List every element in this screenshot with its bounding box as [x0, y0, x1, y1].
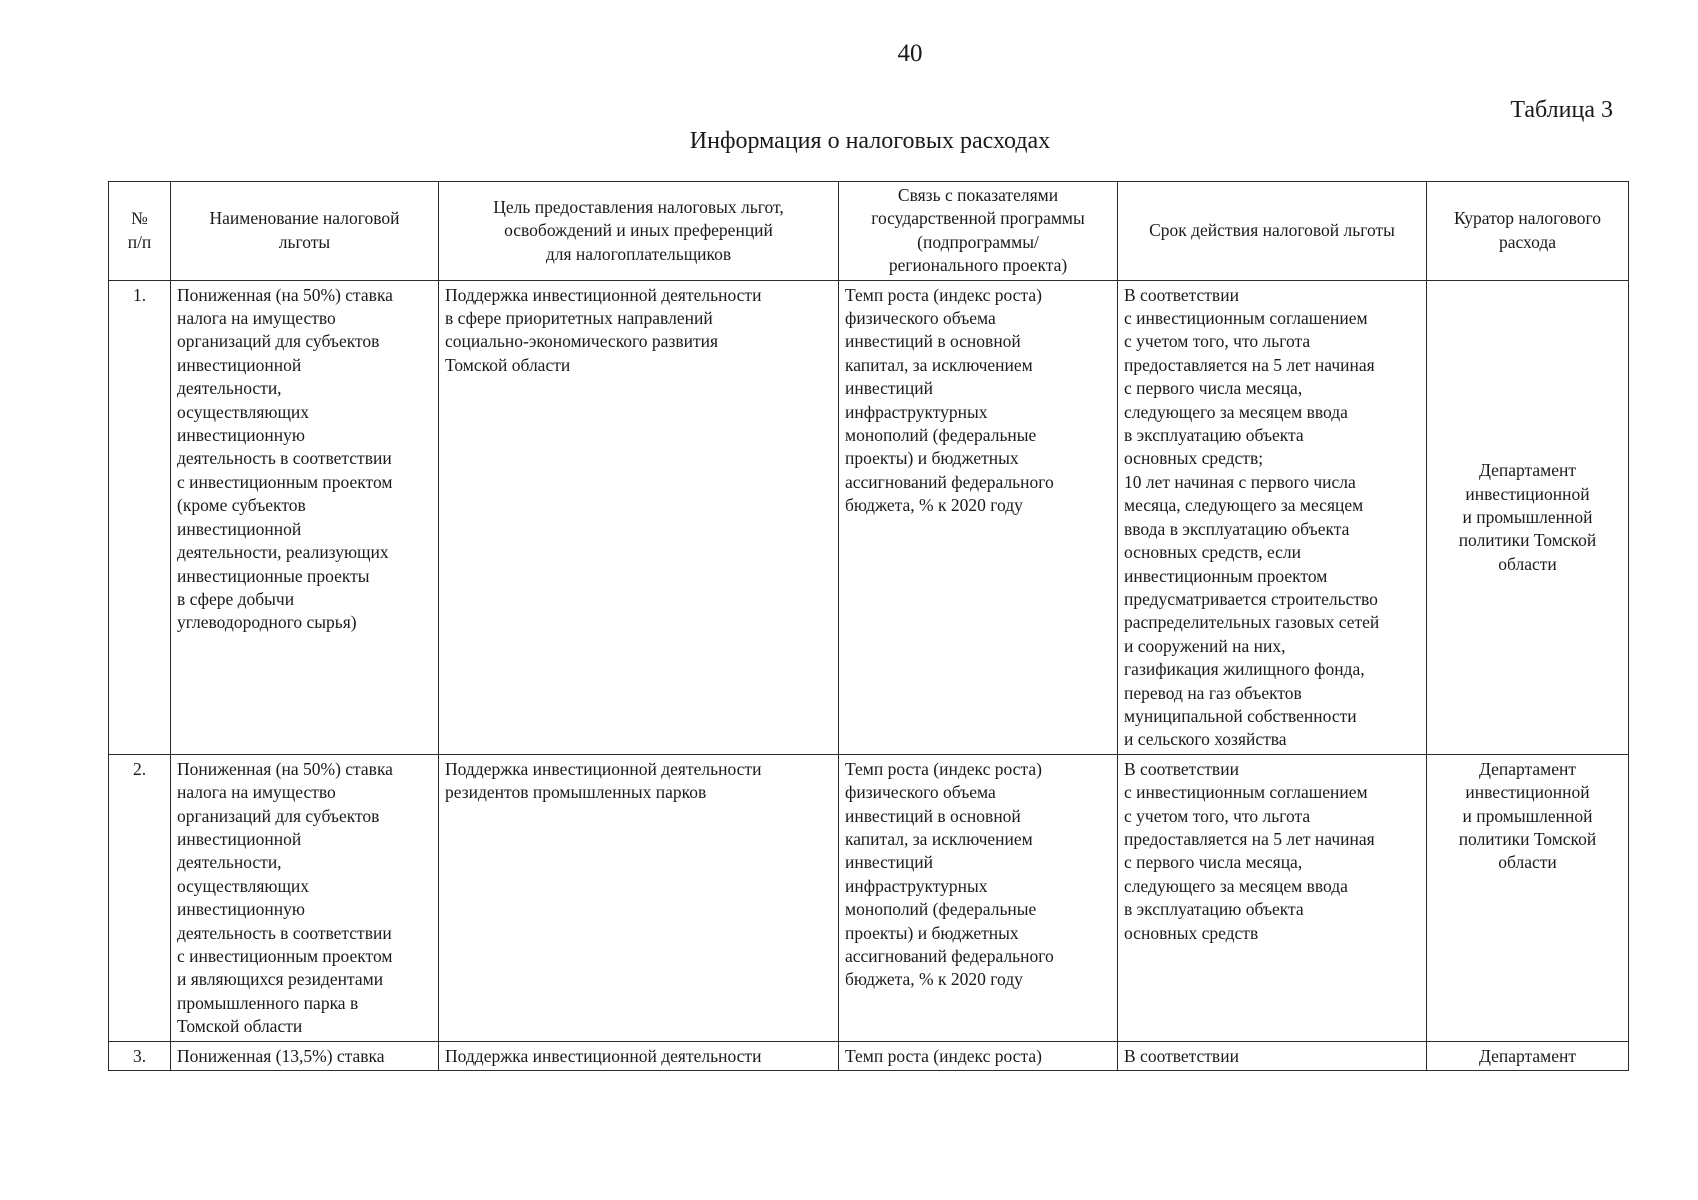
term-cell: В соответствии с инвестиционным соглашением с учетом того, что льгота предоставляется на 5 лет начиная с первого числа месяца, следующего за месяцем ввода в эксплуатацию объекта основных средств [1118, 754, 1427, 1041]
header-term: Срок действия налоговой льготы [1118, 182, 1427, 281]
program-link-cell: Темп роста (индекс роста) физического объема инвестиций в основной капитал, за исключением инвестиций инфраструктурных монополий (федеральные проекты) и бюджетных ассигнований федерального бюджета, % к 2020 году [839, 280, 1118, 754]
term-cell: В соответствии [1118, 1041, 1427, 1070]
goal-cell: Поддержка инвестиционной деятельности резидентов промышленных парков [439, 754, 839, 1041]
header-number: № п/п [109, 182, 171, 281]
tax-expenditures-table [108, 181, 1629, 1071]
row-number: 2. [109, 754, 171, 1041]
term-cell: В соответствии с инвестиционным соглашением с учетом того, что льгота предоставляется на 5 лет начиная с первого числа месяца, следующего за месяцем ввода в эксплуатацию объекта основных средств; 10 лет начиная с первого числа месяца, следующего за месяцем ввода в эксплуатацию объекта основных средств, если инвестиционным проектом предусматривается строительство распределительных газовых сетей и сооружений на них, газификация жилищного фонда, перевод на газ объектов муниципальной собственности и сельского хозяйства [1118, 280, 1427, 754]
table-row [109, 280, 1629, 754]
benefit-name-cell: Пониженная (13,5%) ставка [171, 1041, 439, 1070]
page-number: 40 [897, 40, 923, 67]
curator-cell: Департамент инвестиционной и промышленной политики Томской области [1427, 754, 1629, 1041]
row-number: 3. [109, 1041, 171, 1070]
row-number: 1. [109, 280, 171, 754]
document-title: Информация о налоговых расходах [689, 128, 1051, 154]
table-header-row [109, 182, 1629, 281]
table-label: Таблица 3 [1510, 97, 1613, 123]
program-link-cell: Темп роста (индекс роста) физического объема инвестиций в основной капитал, за исключением инвестиций инфраструктурных монополий (федеральные проекты) и бюджетных ассигнований федерального бюджета, % к 2020 году [839, 754, 1118, 1041]
curator-cell: Департамент инвестиционной и промышленной политики Томской области [1427, 280, 1629, 754]
header-program-link: Связь с показателями государственной программы (подпрограммы/ регионального проекта) [839, 182, 1118, 281]
goal-cell: Поддержка инвестиционной деятельности [439, 1041, 839, 1070]
curator-cell: Департамент [1427, 1041, 1629, 1070]
table-row [109, 1041, 1629, 1070]
benefit-name-cell: Пониженная (на 50%) ставка налога на имущество организаций для субъектов инвестиционной деятельности, осуществляющих инвестиционную деятельность в соответствии с инвестиционным проектом (кроме субъектов инвестиционной деятельности, реализующих инвестиционные проекты в сфере добычи углеводородного сырья) [171, 280, 439, 754]
header-benefit-name: Наименование налоговой льготы [171, 182, 439, 281]
header-goal: Цель предоставления налоговых льгот, освобождений и иных преференций для налогоплательщиков [439, 182, 839, 281]
table-row [109, 754, 1629, 1041]
goal-cell: Поддержка инвестиционной деятельности в сфере приоритетных направлений социально-экономического развития Томской области [439, 280, 839, 754]
header-curator: Куратор налогового расхода [1427, 182, 1629, 281]
program-link-cell: Темп роста (индекс роста) [839, 1041, 1118, 1070]
benefit-name-cell: Пониженная (на 50%) ставка налога на имущество организаций для субъектов инвестиционной деятельности, осуществляющих инвестиционную деятельность в соответствии с инвестиционным проектом и являющихся резидентами промышленного парка в Томской области [171, 754, 439, 1041]
